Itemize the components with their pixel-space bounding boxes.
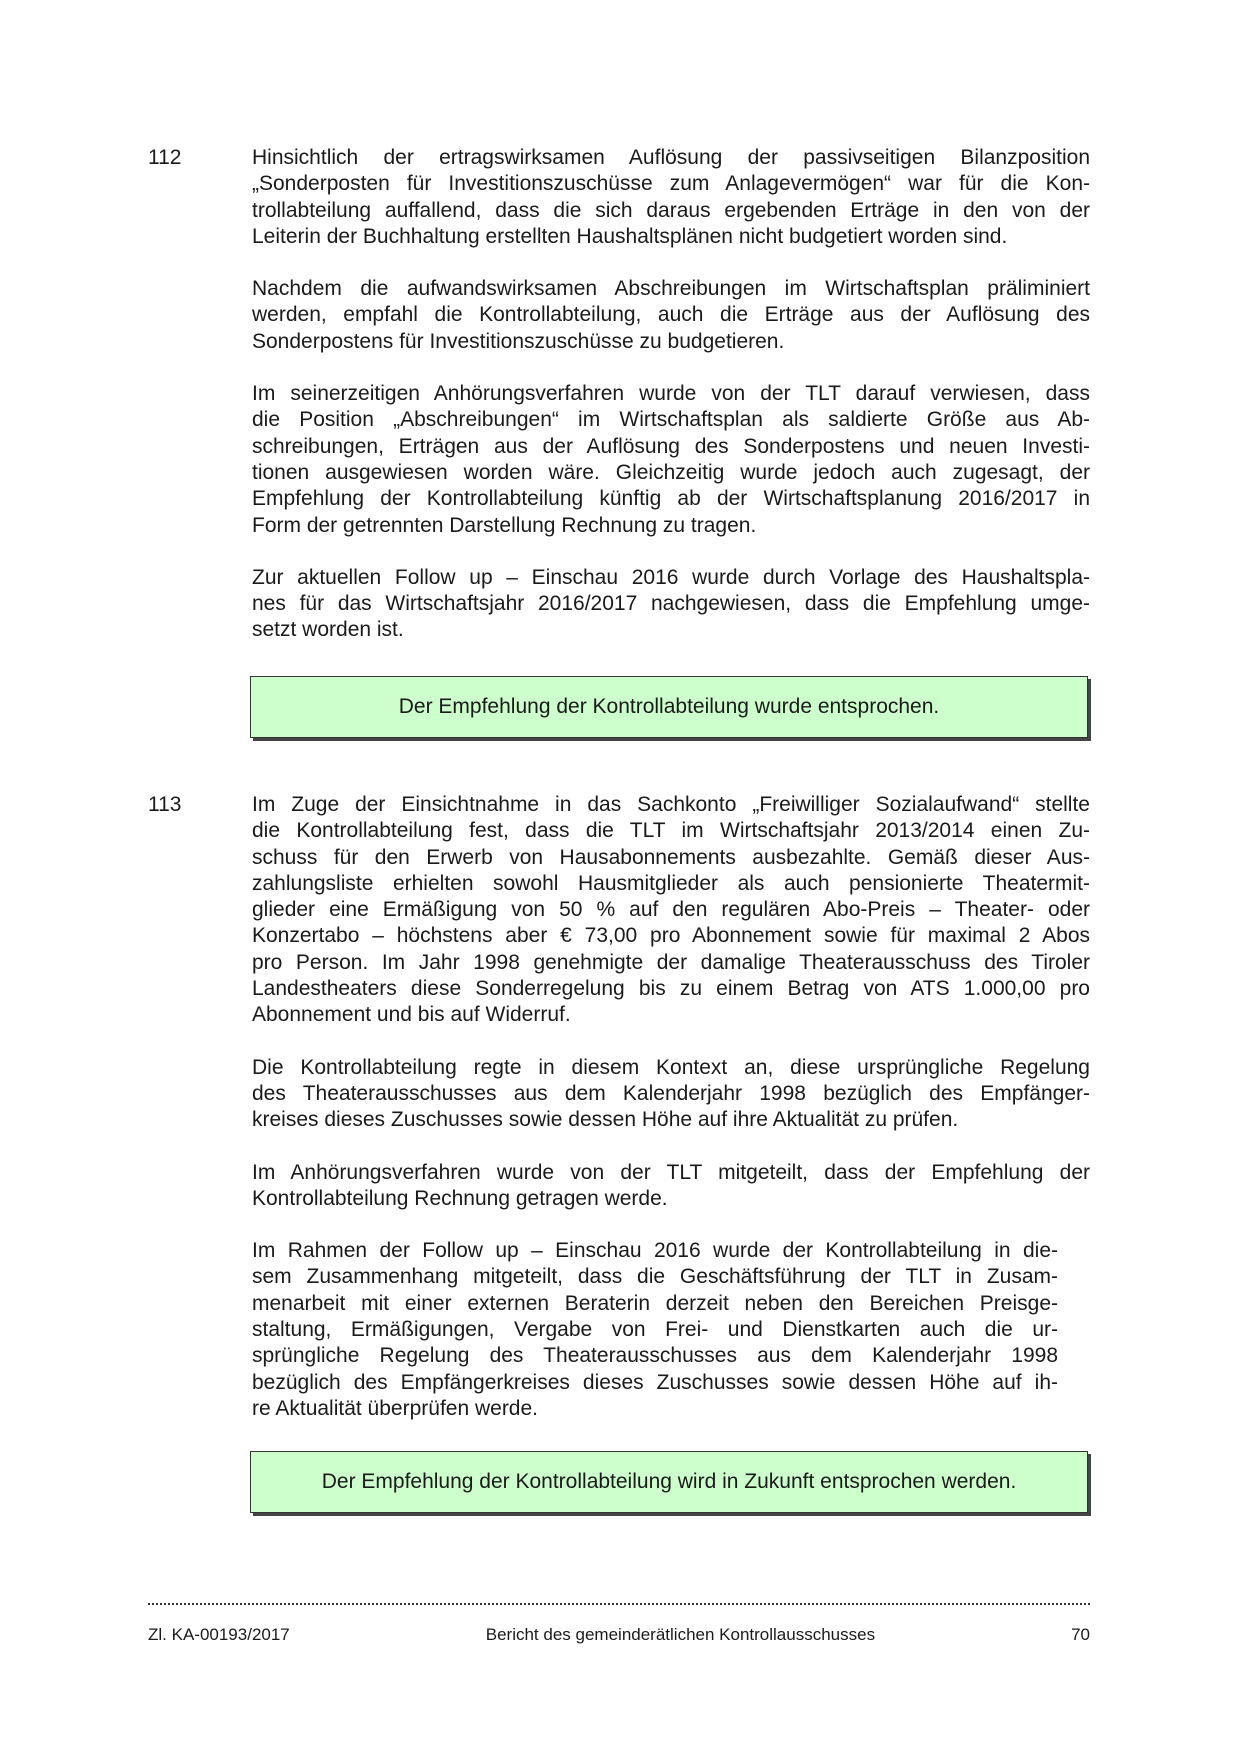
paragraph-line: Konzertabo – höchstens aber € 73,00 pro Abonnement sowie für maximal 2 Abos bbox=[252, 924, 1090, 948]
paragraph-line: sprüngliche Regelung des Theaterausschusses aus dem Kalenderjahr 1998 bbox=[252, 1344, 1058, 1368]
footer-reference: Zl. KA-00193/2017 bbox=[148, 1625, 290, 1644]
paragraph-line: Leiterin der Buchhaltung erstellten Haushaltsplänen nicht budgetiert worden sind. bbox=[252, 224, 1008, 248]
paragraph-line: menarbeit mit einer externen Beraterin derzeit neben den Bereichen Preisge- bbox=[252, 1291, 1058, 1315]
paragraph-line: staltung, Ermäßigungen, Vergabe von Frei- und Dienstkarten auch die ur- bbox=[252, 1318, 1058, 1342]
paragraph-line: Hinsichtlich der ertragswirksamen Auflösung der passivseitigen Bilanzposition bbox=[252, 146, 1090, 169]
paragraph-line: Im Rahmen der Follow up – Einschau 2016 wurde der Kontrollabteilung in die- bbox=[252, 1239, 1058, 1263]
paragraph-line: Zur aktuellen Follow up – Einschau 2016 wurde durch Vorlage des Haushaltspla- bbox=[252, 565, 1090, 589]
paragraph bbox=[252, 145, 1090, 250]
paragraph-line: schuss für den Erwerb von Hausabonnements ausbezahlte. Gemäß dieser Aus- bbox=[252, 845, 1090, 869]
paragraph-line: des Theaterausschusses aus dem Kalenderjahr 1998 bezüglich des Empfänger- bbox=[252, 1081, 1090, 1105]
paragraph-line: Form der getrennten Darstellung Rechnung zu tragen. bbox=[252, 513, 757, 537]
conclusion-text: Der Empfehlung der Kontrollabteilung wird in Zukunft entsprochen werden. bbox=[321, 1470, 1017, 1493]
footer-divider bbox=[148, 1603, 1090, 1605]
paragraph-line: Im Zuge der Einsichtnahme in das Sachkonto „Freiwilliger Sozialaufwand“ stellte bbox=[252, 793, 1090, 816]
paragraph bbox=[252, 1160, 1090, 1213]
paragraph-line: Sonderpostens für Investitionszuschüsse zu budgetieren. bbox=[252, 329, 785, 353]
paragraph-line: zahlungsliste erhielten sowohl Hausmitglieder als auch pensionierte Theatermit- bbox=[252, 871, 1090, 895]
paragraph-line: Im seinerzeitigen Anhörungsverfahren wurde von der TLT darauf verwiesen, dass bbox=[252, 382, 1090, 406]
paragraph-line: pro Person. Im Jahr 1998 genehmigte der damalige Theaterausschuss des Tiroler bbox=[252, 950, 1090, 974]
paragraph-line: glieder eine Ermäßigung von 50 % auf den regulären Abo-Preis – Theater- oder bbox=[252, 898, 1090, 922]
paragraph-line: re Aktualität überprüfen werde. bbox=[252, 1396, 539, 1420]
section-body bbox=[252, 792, 1090, 1448]
section-body bbox=[252, 145, 1090, 670]
paragraph-line: tionen ausgewiesen worden wäre. Gleichzeitig wurde jedoch auch zugesagt, der bbox=[252, 460, 1090, 484]
paragraph-line: Landestheaters diese Sonderregelung bis zu einem Betrag von ATS 1.000,00 pro bbox=[252, 977, 1090, 1001]
section-number: 113 bbox=[148, 793, 182, 816]
paragraph bbox=[252, 276, 1090, 355]
conclusion-text: Der Empfehlung der Kontrollabteilung wurde entsprochen. bbox=[398, 695, 940, 718]
paragraph-line: Empfehlung der Kontrollabteilung künftig ab der Wirtschaftsplanung 2016/2017 in bbox=[252, 487, 1090, 511]
page-footer bbox=[148, 1625, 1090, 1645]
paragraph bbox=[252, 1055, 1090, 1134]
paragraph bbox=[252, 1238, 1058, 1422]
paragraph bbox=[252, 565, 1090, 644]
conclusion-box-113 bbox=[250, 1451, 1088, 1513]
paragraph-line: werden, empfahl die Kontrollabteilung, auch die Erträge aus der Auflösung des bbox=[252, 303, 1090, 327]
paragraph-line: trollabteilung auffallend, dass die sich daraus ergebenden Erträge in den von der bbox=[252, 198, 1090, 222]
paragraph-line: sem Zusammenhang mitgeteilt, dass die Geschäftsführung der TLT in Zusam- bbox=[252, 1265, 1058, 1289]
paragraph-line: die Kontrollabteilung fest, dass die TLT im Wirtschaftsjahr 2013/2014 einen Zu- bbox=[252, 819, 1090, 843]
paragraph-line: Die Kontrollabteilung regte in diesem Kontext an, diese ursprüngliche Regelung bbox=[252, 1055, 1090, 1079]
conclusion-box-112 bbox=[250, 676, 1088, 738]
paragraph-line: Abonnement und bis auf Widerruf. bbox=[252, 1003, 571, 1027]
paragraph bbox=[252, 381, 1090, 539]
paragraph-line: kreises dieses Zuschusses sowie dessen Höhe auf ihre Aktualität zu prüfen. bbox=[252, 1108, 959, 1132]
paragraph-line: nes für das Wirtschaftsjahr 2016/2017 nachgewiesen, dass die Empfehlung umge- bbox=[252, 592, 1090, 616]
paragraph-line: die Position „Abschreibungen“ im Wirtschaftsplan als saldierte Größe aus Ab- bbox=[252, 408, 1090, 432]
paragraph-line: „Sonderposten für Investitionszuschüsse zum Anlagevermögen“ war für die Kon- bbox=[252, 172, 1090, 196]
paragraph-line: setzt worden ist. bbox=[252, 618, 404, 642]
section-number: 112 bbox=[148, 146, 182, 169]
paragraph-line: bezüglich des Empfängerkreises dieses Zuschusses sowie dessen Höhe auf ih- bbox=[252, 1370, 1058, 1394]
paragraph-line: Nachdem die aufwandswirksamen Abschreibungen im Wirtschaftsplan präliminiert bbox=[252, 277, 1090, 301]
paragraph bbox=[252, 792, 1090, 1029]
paragraph-line: Kontrollabteilung Rechnung getragen werde. bbox=[252, 1186, 668, 1210]
footer-title: Bericht des gemeinderätlichen Kontrollausschusses bbox=[485, 1625, 876, 1644]
paragraph-line: schreibungen, Erträgen aus der Auflösung des Sonderpostens und neuen Investi- bbox=[252, 434, 1090, 458]
footer-page-number: 70 bbox=[1071, 1625, 1090, 1644]
paragraph-line: Im Anhörungsverfahren wurde von der TLT mitgeteilt, dass der Empfehlung der bbox=[252, 1160, 1090, 1184]
